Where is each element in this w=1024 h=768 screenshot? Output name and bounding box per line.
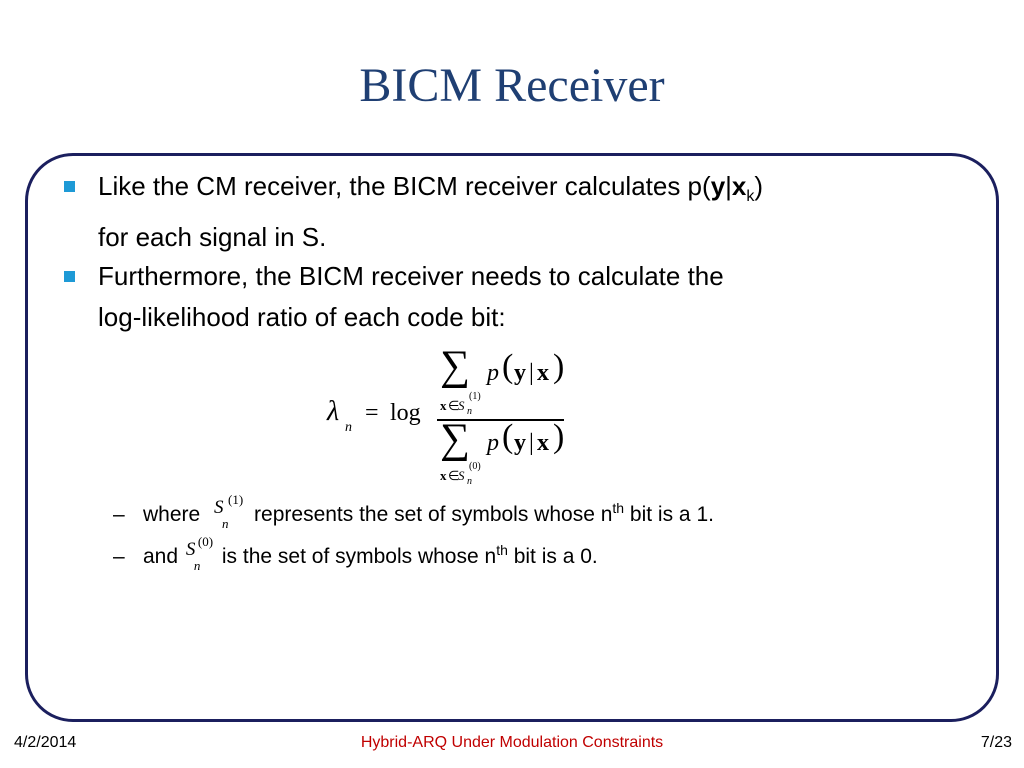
- set-n: n: [222, 516, 229, 531]
- square-bullet-icon: [64, 271, 75, 282]
- footer-page-number: 7/23: [980, 734, 1012, 751]
- numerator-y: y: [514, 360, 526, 386]
- log-operator: log: [390, 400, 421, 426]
- subbullet-2: [113, 534, 598, 573]
- numerator-x: x: [537, 360, 549, 386]
- subscript-k: k: [746, 188, 755, 206]
- set-superscript: (0): [197, 534, 214, 549]
- subbullet-1-th: th: [612, 500, 625, 516]
- subbullet-2-th: th: [496, 542, 508, 558]
- numerator-lparen: (: [502, 348, 514, 385]
- denominator-p: p: [487, 430, 499, 456]
- bullet-1-line-1: [98, 166, 988, 217]
- denominator-sum-symbol: ∑: [440, 416, 470, 462]
- subbullet-1-text: represents the set of symbols whose n: [254, 503, 613, 526]
- numerator-bar: |: [529, 360, 534, 386]
- denominator-in: ∈: [448, 468, 460, 483]
- set-S: S: [214, 497, 224, 518]
- bullet-1-text-start: Like the CM receiver, the BICM receiver calculates p(: [98, 171, 711, 201]
- set-symbol-S1: [206, 492, 254, 531]
- denominator-x: x: [537, 430, 549, 456]
- square-bullet-icon: [64, 181, 75, 192]
- set-n: n: [193, 558, 201, 573]
- bullet-1-line-2: for each signal in S.: [98, 222, 327, 253]
- lambda-symbol: λ: [327, 396, 340, 427]
- bullet-2-line-2: log-likelihood ratio of each code bit:: [98, 302, 506, 332]
- bar: |: [725, 171, 732, 201]
- dash-icon: –: [113, 503, 125, 526]
- denominator-superscript: (0): [469, 461, 481, 472]
- numerator-rparen: ): [553, 348, 565, 385]
- denominator-y: y: [514, 430, 526, 456]
- set-superscript: (1): [228, 492, 244, 507]
- set-symbol-S0: [184, 534, 222, 573]
- bullet-2-text: [98, 256, 988, 338]
- footer-title: Hybrid-ARQ Under Modulation Constraints: [360, 734, 664, 751]
- subbullet-2-text: is the set of symbols whose n: [221, 545, 497, 568]
- subbullet-1: [113, 492, 714, 531]
- numerator-n: n: [467, 406, 472, 417]
- denominator-lparen: (: [502, 418, 514, 455]
- slide-title: BICM Receiver: [359, 59, 665, 112]
- subbullet-2-lead: and: [143, 545, 179, 568]
- numerator-S: S: [458, 398, 465, 413]
- numerator-in: ∈: [448, 398, 460, 413]
- subbullet-1-lead: where: [143, 503, 201, 526]
- denominator-range-x: x: [440, 468, 447, 483]
- numerator-range-x: x: [440, 398, 447, 413]
- close-paren: ): [754, 171, 764, 201]
- denominator-n: n: [467, 476, 472, 487]
- set-S: S: [185, 539, 196, 560]
- bullet-2-line-1: Furthermore, the BICM receiver needs to calculate the: [98, 261, 724, 291]
- footer-date: 4/2/2014: [14, 734, 77, 751]
- equals-sign: =: [365, 400, 379, 426]
- lambda-subscript: n: [345, 420, 352, 435]
- subbullet-2-end: bit is a 0.: [507, 545, 598, 568]
- denominator-rparen: ): [553, 418, 565, 455]
- dash-icon: –: [113, 545, 125, 568]
- subbullet-1-end: bit is a 1.: [624, 503, 714, 526]
- bold-y: y: [710, 171, 726, 201]
- numerator-superscript: (1): [469, 391, 481, 402]
- numerator-sum-symbol: ∑: [440, 343, 470, 389]
- bold-x: x: [731, 171, 747, 201]
- bullet-1-text: [98, 166, 988, 258]
- denominator-bar: |: [529, 430, 534, 456]
- numerator-p: p: [487, 360, 499, 386]
- denominator-S: S: [458, 468, 465, 483]
